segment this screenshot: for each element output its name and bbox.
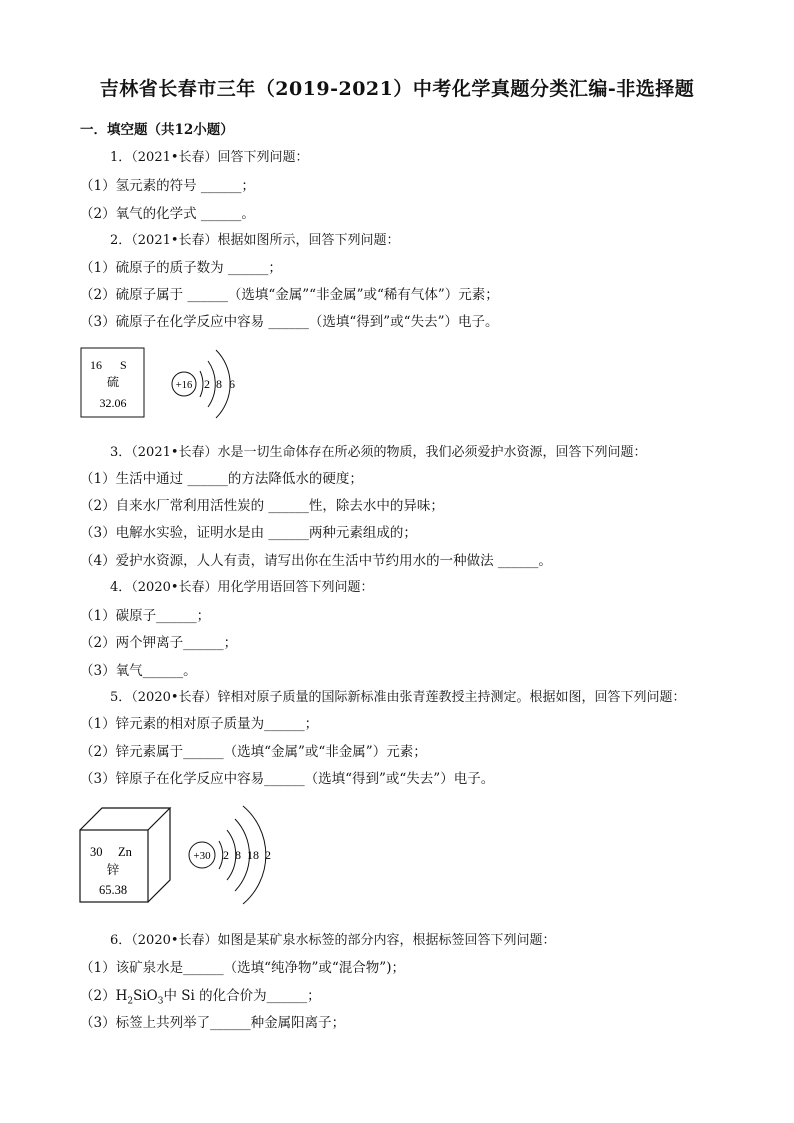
zinc-shell-1: 2 xyxy=(223,848,229,862)
h2sio3-sio: SiO xyxy=(133,988,158,1004)
zinc-shell-4: 2 xyxy=(265,848,271,862)
sulfur-shell-2: 8 xyxy=(216,377,222,391)
sulfur-symbol: S xyxy=(120,358,127,372)
question-5-item-3: （3）锌原子在化学反应中容易______（选填“得到”或“失去”）电子。 xyxy=(80,771,495,787)
question-3-stem: 3．（2021•长春）水是一切生命体存在所必须的物质，我们必须爱护水资源，回答下列问题： xyxy=(110,445,647,460)
question-2-stem: 2．（2021•长春）根据如图所示，回答下列问题： xyxy=(110,233,400,248)
sulfur-name: 硫 xyxy=(106,375,120,389)
question-4-item-1: （1）碳原子______； xyxy=(80,608,211,624)
question-4-item-2: （2）两个钾离子______； xyxy=(80,635,238,651)
question-6-stem: 6．（2020•长春）如图是某矿泉水标签的部分内容，根据标签回答下列问题： xyxy=(110,933,556,948)
question-1-stem: 1．（2021•长春）回答下列问题： xyxy=(110,150,309,165)
zinc-atomic-mass: 65.38 xyxy=(98,883,128,897)
sulfur-atomic-number: 16 xyxy=(90,358,102,372)
h2sio3-h-subscript: 2 xyxy=(127,996,134,1007)
zinc-atomic-number: 30 xyxy=(90,845,103,859)
question-6-item-3: （3）标签上共列举了______种金属阳离子； xyxy=(80,1015,346,1031)
question-5-stem: 5．（2020•长春）锌相对原子质量的国际新标准由张青莲教授主持测定。根据如图，回答下列问题： xyxy=(110,690,686,705)
page-title: 吉林省长春市三年（2019-2021）中考化学真题分类汇编-非选择题 xyxy=(99,78,695,100)
question-4-item-3: （3）氧气______。 xyxy=(80,663,197,679)
question-3-item-4: （4）爱护水资源，人人有责，请写出你在生活中节约用水的一种做法 ______。 xyxy=(80,553,552,569)
h2sio3-o-subscript: 3 xyxy=(157,996,164,1007)
question-6-item-2-text: 中 Si 的化合价为______； xyxy=(163,988,321,1004)
zinc-nucleus-charge: +30 xyxy=(193,850,211,862)
question-6-item-2-prefix: （2） xyxy=(80,988,116,1004)
question-2-item-3: （3）硫原子在化学反应中容易 ______（选填“得到”或“失去”）电子。 xyxy=(80,314,499,330)
section-heading: 一．填空题（共12小题） xyxy=(80,122,234,138)
zinc-name: 锌 xyxy=(106,863,120,877)
question-5-item-2: （2）锌元素属于______（选填“金属”或“非金属”）元素； xyxy=(80,744,427,760)
h2sio3-h: H xyxy=(115,988,128,1004)
question-1-item-1: （1）氢元素的符号 ______； xyxy=(80,178,255,194)
question-2-item-1: （1）硫原子的质子数为 ______； xyxy=(80,260,282,276)
sulfur-nucleus-charge: +16 xyxy=(175,380,193,391)
question-6-item-1: （1）该矿泉水是______（选填“纯净物”或“混合物”)； xyxy=(80,960,405,976)
question-4-stem: 4．（2020•长春）用化学用语回答下列问题： xyxy=(110,580,374,595)
zinc-symbol: Zn xyxy=(118,845,132,859)
zinc-shell-3: 18 xyxy=(247,848,259,862)
sulfur-shell-1: 2 xyxy=(204,377,210,391)
sulfur-figure xyxy=(80,336,260,426)
question-1-item-2: （2）氧气的化学式 ______。 xyxy=(80,206,255,222)
question-3-item-3: （3）电解水实验，证明水是由 ______两种元素组成的； xyxy=(80,525,417,541)
zinc-figure xyxy=(78,792,298,917)
question-6-item-2 xyxy=(80,984,321,1007)
question-3-item-2: （2）自来水厂常利用活性炭的 ______性，除去水中的异味； xyxy=(80,498,444,514)
sulfur-shell-3: 6 xyxy=(229,377,235,391)
question-2-item-2: （2）硫原子属于 ______（选填“金属”“非金属”或“稀有气体”）元素； xyxy=(80,287,499,303)
question-5-item-1: （1）锌元素的相对原子质量为______； xyxy=(80,716,319,732)
sulfur-atomic-mass: 32.06 xyxy=(99,396,127,410)
zinc-shell-2: 8 xyxy=(235,848,241,862)
question-3-item-1: （1）生活中通过 ______的方法降低水的硬度； xyxy=(80,471,363,487)
